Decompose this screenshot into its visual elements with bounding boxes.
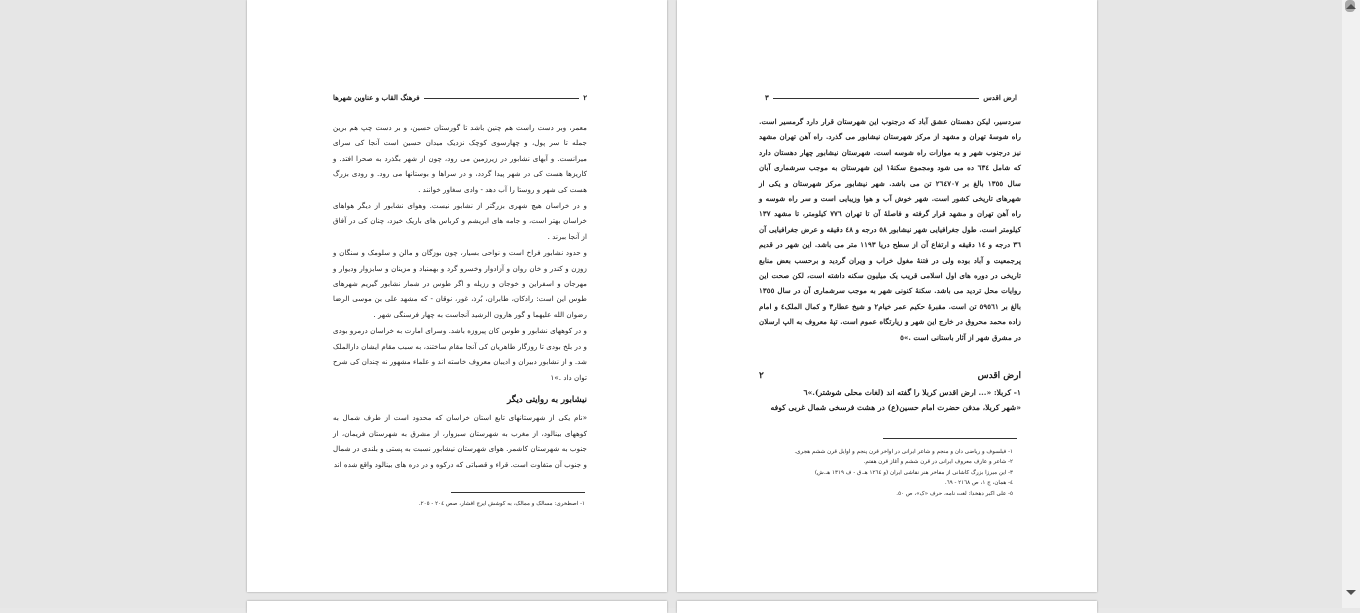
body-text (333, 120, 587, 472)
paragraph: «نام یکی از شهرستانهای تابع استان خراسان که محدود است از طرف شمال به کوههای بینالود، از مغرب به شهرستان سبزوار، از مشرق به شهرستان فریمان، از جنوب به شهرستان کاشمر. هوای شهرستان نیشابور نسبت به پستی و بلندی در شمال و جنوب آن متفاوت است. قراء و قصباتی که درکوه و در دره های بینالود واقع شده اند (333, 413, 587, 469)
section-heading (759, 369, 1021, 384)
footnote: ٥- علی اکبر دهخدا: لغت نامه، حرف «ک»، ص ٥٠. (896, 490, 1013, 497)
running-title: فرهنگ القاب و عناوین شهرها (333, 93, 420, 102)
footnote-rule (451, 492, 585, 493)
footnote: ٢- شاعر و عارف معروف ایرانی در قرن ششم و آغاز قرن هفتم. (863, 459, 1013, 466)
paragraph: معمر، وبر دست راست هم چنین باشد تا گورستان حسین، و بر دست چپ هم برین جمله تا سر پول، و چهارسوی کوچک نزدیک میدان حسین است آنجا کی سرای میرانست. و آبهای نشابور در زیرزمین می رود، چون از شهر بگذرد به صحرا افتد. و کاریزها هست کی در شهر پیدا گردد، و در سراها و بوستانها می رود. و رودی بزرگ هست کی شهر و روستا را آب دهد - وادی سغاور خوانند . (333, 123, 587, 194)
next-page-edge (677, 601, 1097, 613)
header-rule (773, 98, 979, 99)
running-header (765, 90, 1017, 102)
footnotes (753, 447, 1013, 499)
page-number: ٢ (583, 93, 587, 102)
footnote: ٤- همان، ج ١، ص ٢١٦٨ - ٦٩. (944, 480, 1013, 487)
header-rule (424, 98, 580, 99)
entry: «شهر کربلا، مدفن حضرت امام حسین(ع) در هشت فرسخی شمال غربی کوفه (770, 402, 1021, 412)
entry: ١- کربلا: «... ارض اقدس کربلا را گفته اند (لغات محلی شوشتر).»٦ (803, 387, 1021, 397)
vertical-scrollbar[interactable] (1342, 0, 1360, 608)
paragraph: سردسیر، لیکن دهستان عشق آباد که درجنوب این شهرستان قرار دارد گرمسیر است. راه شوسهٔ تهران و مشهد از مرکز شهرستان نیشابور می گذرد. راه آهن تهران مشهد نیز درجنوب شهر و به موازات راه شوسه است. شهرستان نیشابور چهار دهستان دارد که شامل ٦٣٤ ده می شود ومجموع سکنهٔ١ این شهرستان به موجب سرشماری آبان سال ١٣٥٥ بالغ بر ٢٦٤٧٠٧ تن می باشد. شهر نیشابور مرکز شهرستان و یکی از شهرهای تاریخی کشور است. شهر خوش آب و هوا وزیبایی است و سر راه شوسه و راه آهن تهران و مشهد قرار گرفته و فاصلهٔ آن تا تهران ٧٧٦ کیلومتر، تا مشهد ١٣٧ کیلومتر است. طول جغرافیایی شهر نیشابور ٥٨ درجه و ٤٨ دقیقه و عرض جغرافیایی آن ٣٦ درجه و ١٤ دقیقه و ارتفاع آن از سطح دریا ١١٩٣ متر می باشد. این شهر در قدیم پرجمعیت و آباد بوده ولی در فتنهٔ مغول خراب و ویران گردید و برحسب بعض منابع تاریخی در دوره های اول اسلامی قریب یک میلیون سکنه داشته است، لکن صحت این روایات محل تردید می باشد. سکنهٔ کنونی شهر به موجب سرشماری آن در سال ١٣٥٥ بالغ بر ٥٩٥٦١ تن است. مقبرهٔ حکیم عمر خیام٢ و شیخ عطار٣ و کمال الملک٤ و امام زاده محمد محروق در خارج این شهر و زیارتگاه عموم است. تپهٔ معروف به الپ ارسلان در مشرق شهر از آثار باستانی است .»٥ (759, 117, 1022, 342)
paragraph: و در خراسان هیچ شهری بزرگتر از نشابور نیست. وهوای نشابور از دیگر هواهای خراسان بهتر است، و جامه های ابریشم و کرباس های باریک خیزد، چنان کی در آفاق از آنجا ببرند . (333, 201, 587, 241)
footnote-rule (883, 438, 1017, 439)
footnote: ٣- این میرزا بزرگ کاشانی از مفاخر هنر نقاشی ایران (و ١٢٦٤ هـ.ق - ف ١٣١٩ هـ.ش) (814, 469, 1013, 476)
section-number: ٢ (759, 371, 764, 382)
scroll-up-arrow-icon[interactable] (1346, 4, 1356, 9)
footnote: ١- فیلسوف و ریاضی دان و منجم و شاعر ایرانی در اواخر قرن پنجم و اوایل قرن ششم هجری. (794, 449, 1013, 455)
footnote: ١- اصطخری: مسالک و ممالک، به کوشش ایرج افشار، صص ٢٠٤ - ٢٠٥. (418, 501, 585, 507)
page-3 (677, 0, 1097, 592)
paragraph: و حدود نشابور فراخ است و نواحی بسیار، چون بوزگان و مالن و سلومک و سنگان و زوزن و کندر و خان روان و آزادوار وخسرو گرد و بهمنباد و مزینان و سابزوار ودیوار و مهرجان و اسفراین و خوجان و رزیله و اگر طوس در شمار نشابور گیریم شهرهای طوس این است: رادکان، طابران، بُرذ، غور، نوقان - که مشهد علی بن موسی الرضا رضوان الله علیهما و گور هارون الرشید آنجاست به چهار فرسنگی شهر . (333, 248, 587, 319)
scroll-down-arrow-icon[interactable] (1346, 590, 1356, 595)
running-header (333, 90, 587, 102)
page-number: ٣ (765, 93, 769, 102)
body-text (759, 114, 1021, 415)
subheading: نیشابور به روایتی دیگر (507, 394, 587, 405)
section-title: ارض اقدس (977, 371, 1021, 382)
footnotes (325, 499, 585, 509)
paragraph: و در کوههای نشابور و طوس کان پیروزه باشد. وسرای امارت به خراسان درمرو بودی و در بلخ بودی تا روزگار طاهریان کی آنجا مقام ساختند، به سبب مقام ایشان دارالملک شد. و از نشابور دبیران و ادیبان معروف خاسته اند و علماء مشهور نه چندان کی شرح توان داد .»١ (333, 326, 587, 382)
next-page-edge (247, 601, 667, 613)
page-2 (247, 0, 667, 592)
running-title: ارض اقدس (983, 93, 1017, 102)
